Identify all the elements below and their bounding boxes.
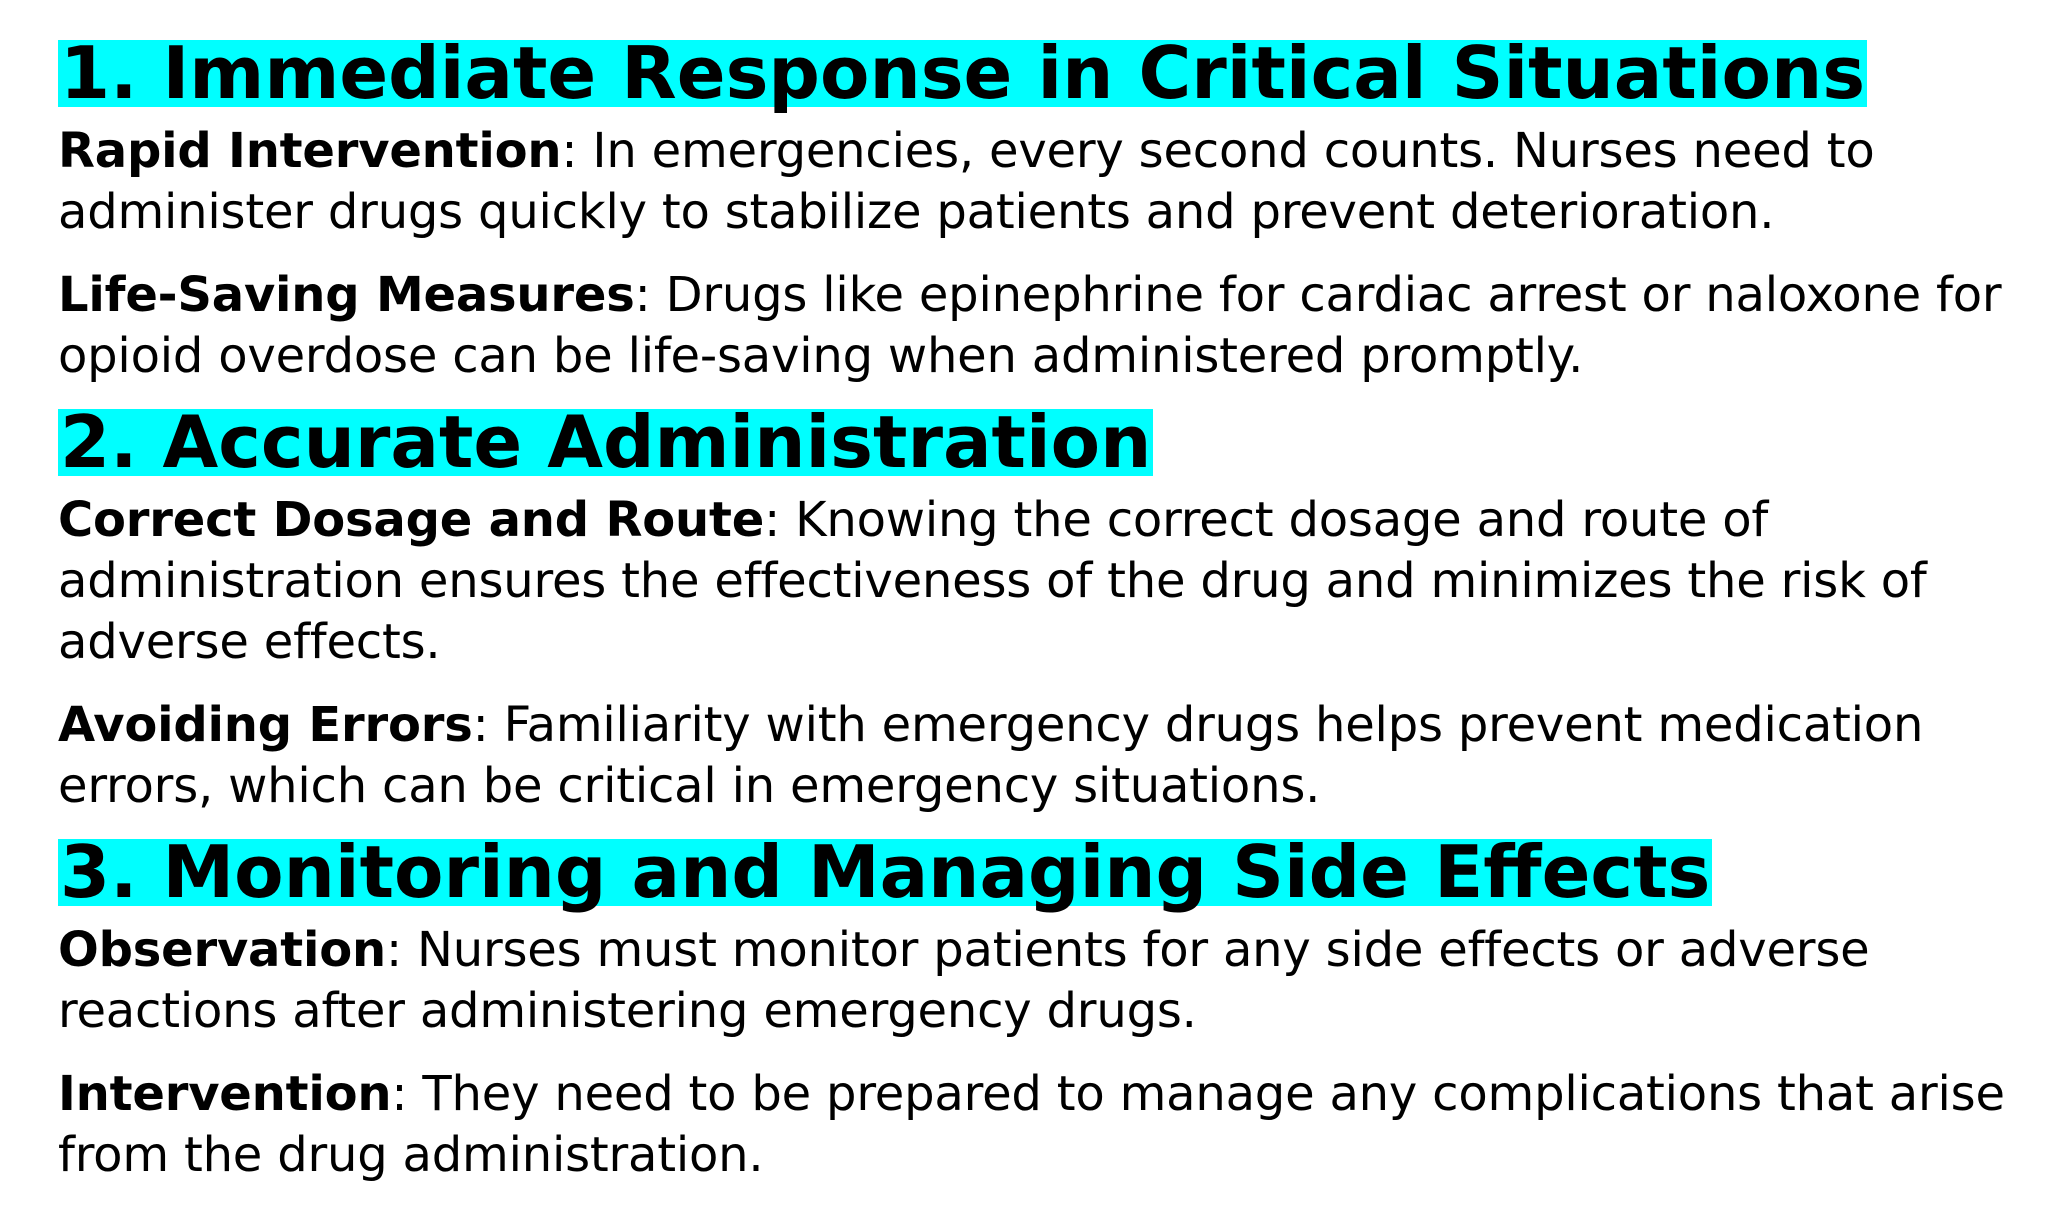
text-intervention: : They need to be prepared to manage any complications that arise from the drug administration. [58, 1066, 2005, 1183]
text-correct-dosage: : Knowing the correct dosage and route of administration ensures the effectiveness of the drug and minimizes the risk of adverse effects. [58, 492, 1927, 670]
paragraph-correct-dosage [58, 490, 2018, 673]
section-heading-monitoring-side-effects: 3. Monitoring and Managing Side Effects [60, 830, 1711, 914]
paragraph-observation [58, 920, 2018, 1042]
paragraph-rapid-intervention [58, 121, 2018, 243]
section-heading-accurate-administration: 2. Accurate Administration [60, 400, 1152, 484]
section-1-heading-wrap [58, 31, 2018, 115]
section-heading-immediate-response: 1. Immediate Response in Critical Situations [60, 31, 1866, 115]
paragraph-life-saving-measures [58, 265, 2018, 387]
text-life-saving-measures: : Drugs like epinephrine for cardiac arrest or naloxone for opioid overdose can be life-saving when administered promptly. [58, 267, 2002, 384]
document-content [58, 31, 2018, 1208]
text-observation: : Nurses must monitor patients for any side effects or adverse reactions after administering emergency drugs. [58, 922, 1870, 1039]
term-life-saving-measures: Life-Saving Measures [58, 267, 635, 323]
term-correct-dosage: Correct Dosage and Route [58, 492, 765, 548]
paragraph-intervention [58, 1064, 2018, 1186]
text-rapid-intervention: : In emergencies, every second counts. Nurses need to administer drugs quickly to stabilize patients and prevent deterioration. [58, 123, 1875, 240]
section-3-heading-wrap [58, 830, 2018, 914]
term-observation: Observation [58, 922, 386, 978]
term-avoiding-errors: Avoiding Errors [58, 697, 473, 753]
section-2-heading-wrap [58, 400, 2018, 484]
term-rapid-intervention: Rapid Intervention [58, 123, 562, 179]
paragraph-avoiding-errors [58, 695, 2018, 817]
text-avoiding-errors: : Familiarity with emergency drugs helps prevent medication errors, which can be critical in emergency situations. [58, 697, 1924, 814]
term-intervention: Intervention [58, 1066, 392, 1122]
